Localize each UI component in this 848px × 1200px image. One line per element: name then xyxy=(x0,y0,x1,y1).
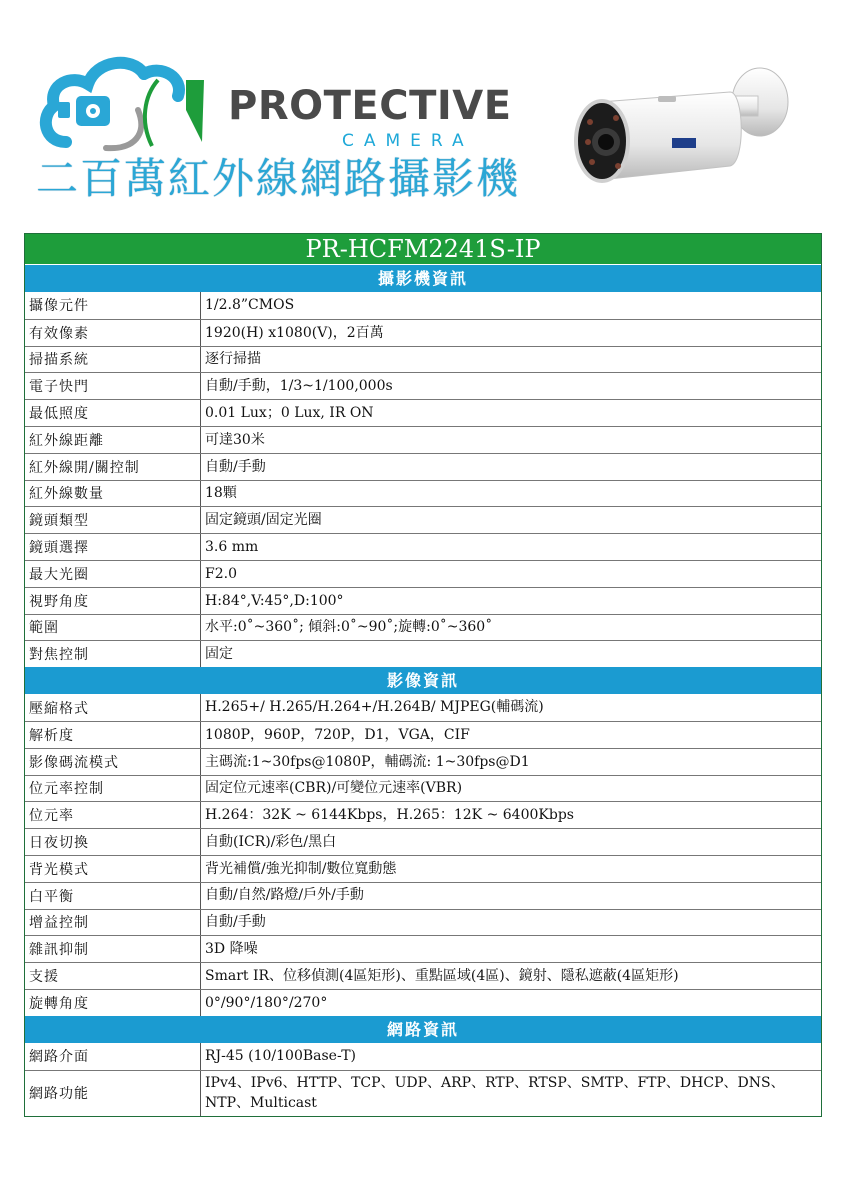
spec-value: 1080P，960P，720P，D1，VGA，CIF xyxy=(205,726,470,743)
spec-row xyxy=(25,292,821,319)
spec-row xyxy=(25,721,821,748)
spec-label: 最大光圈 xyxy=(25,561,201,587)
spec-value: 3.6 mm xyxy=(205,538,259,555)
product-title: 二百萬紅外線網路攝影機 xyxy=(36,154,521,203)
spec-value: H:84°,V:45°,D:100° xyxy=(205,592,344,609)
spec-label: 網路功能 xyxy=(25,1071,201,1116)
brand-subtitle: CAMERA xyxy=(342,131,474,151)
spec-label: 視野角度 xyxy=(25,588,201,614)
spec-row xyxy=(25,935,821,962)
spec-label: 最低照度 xyxy=(25,400,201,426)
spec-value: H.264：32K ~ 6144Kbps，H.265：12K ~ 6400Kbps xyxy=(205,807,574,824)
spec-label: 白平衡 xyxy=(25,883,201,909)
spec-label: 電子快門 xyxy=(25,373,201,399)
spec-row xyxy=(25,989,821,1016)
spec-row xyxy=(25,1070,821,1116)
spec-label: 支援 xyxy=(25,963,201,989)
spec-value: RJ-45 (10/100Base-T) xyxy=(205,1047,356,1064)
spec-value: 固定位元速率(CBR)/可變位元速率(VBR) xyxy=(205,780,463,797)
spec-label: 位元率控制 xyxy=(25,776,201,802)
spec-value: 逐行掃描 xyxy=(205,351,261,368)
spec-value: 1920(H) x1080(V)，2百萬 xyxy=(205,324,384,341)
spec-value: 自動/手動，1/3~1/100,000s xyxy=(205,378,393,395)
spec-label: 紅外線開/關控制 xyxy=(25,454,201,480)
spec-row xyxy=(25,775,821,802)
spec-label: 雜訊抑制 xyxy=(25,936,201,962)
header xyxy=(0,0,848,230)
spec-label: 位元率 xyxy=(25,802,201,828)
spec-row xyxy=(25,1043,821,1070)
spec-row xyxy=(25,828,821,855)
spec-row xyxy=(25,640,821,667)
spec-label: 解析度 xyxy=(25,722,201,748)
protective-camera-logo xyxy=(36,50,216,155)
model-number: PR-HCFM2241S-IP xyxy=(25,234,821,265)
spec-value: 0.01 Lux；0 Lux, IR ON xyxy=(205,404,374,421)
spec-row xyxy=(25,748,821,775)
spec-row xyxy=(25,909,821,936)
spec-label: 範圍 xyxy=(25,615,201,641)
spec-label: 增益控制 xyxy=(25,910,201,936)
spec-row xyxy=(25,346,821,373)
spec-label: 攝像元件 xyxy=(25,292,201,319)
spec-value: 固定 xyxy=(205,646,233,663)
spec-label: 網路介面 xyxy=(25,1043,201,1070)
bullet-camera-image xyxy=(560,62,800,212)
spec-value: 自動/手動 xyxy=(205,458,266,475)
spec-row xyxy=(25,855,821,882)
spec-row xyxy=(25,453,821,480)
spec-row xyxy=(25,694,821,721)
spec-label: 對焦控制 xyxy=(25,641,201,667)
spec-value: 1/2.8”CMOS xyxy=(205,297,295,314)
spec-row xyxy=(25,533,821,560)
brand-name: PROTECTIVE xyxy=(228,83,512,129)
spec-row xyxy=(25,587,821,614)
spec-value: Smart IR、位移偵測(4區矩形)、重點區域(4區)、鏡射、隱私遮蔽(4區矩形) xyxy=(205,967,679,984)
spec-row xyxy=(25,560,821,587)
spec-row xyxy=(25,882,821,909)
spec-row xyxy=(25,319,821,346)
section-network-info: 網路資訊 xyxy=(25,1016,821,1043)
spec-label: 壓縮格式 xyxy=(25,694,201,721)
spec-label: 背光模式 xyxy=(25,856,201,882)
spec-label: 掃描系統 xyxy=(25,347,201,373)
spec-value: 水平:0˚~360˚; 傾斜:0˚~90˚;旋轉:0˚~360˚ xyxy=(205,619,493,636)
spec-value: 18顆 xyxy=(205,485,237,502)
spec-row xyxy=(25,480,821,507)
spec-row xyxy=(25,962,821,989)
spec-value: 可達30米 xyxy=(205,431,265,448)
spec-row xyxy=(25,399,821,426)
spec-label: 紅外線數量 xyxy=(25,481,201,507)
spec-value: 自動/自然/路燈/戶外/手動 xyxy=(205,887,364,904)
spec-value: F2.0 xyxy=(205,565,237,582)
spec-row xyxy=(25,801,821,828)
spec-value: 背光補償/強光抑制/數位寬動態 xyxy=(205,860,397,877)
spec-label: 鏡頭選擇 xyxy=(25,534,201,560)
section-image-info: 影像資訊 xyxy=(25,667,821,694)
section-camera-info: 攝影機資訊 xyxy=(25,265,821,292)
spec-value: IPv4、IPv6、HTTP、TCP、UDP、ARP、RTP、RTSP、SMTP、FTP、DHCP、DNS、NTP、Multicast xyxy=(205,1074,785,1112)
spec-value: 3D 降噪 xyxy=(205,941,258,958)
spec-row xyxy=(25,372,821,399)
spec-label: 紅外線距離 xyxy=(25,427,201,453)
spec-row xyxy=(25,506,821,533)
spec-label: 影像碼流模式 xyxy=(25,749,201,775)
spec-row xyxy=(25,426,821,453)
spec-value: 自動/手動 xyxy=(205,914,266,931)
spec-value: 0°/90°/180°/270° xyxy=(205,994,328,1011)
spec-row xyxy=(25,614,821,641)
spec-label: 鏡頭類型 xyxy=(25,507,201,533)
spec-value: 自動(ICR)/彩色/黑白 xyxy=(205,833,337,850)
spec-value: 固定鏡頭/固定光圈 xyxy=(205,512,322,529)
specification-table xyxy=(24,233,822,1117)
spec-value: 主碼流:1~30fps@1080P，輔碼流: 1~30fps@D1 xyxy=(205,753,530,770)
spec-label: 日夜切換 xyxy=(25,829,201,855)
spec-value: H.265+/ H.265/H.264+/H.264B/ MJPEG(輔碼流) xyxy=(205,699,544,716)
spec-label: 有效像素 xyxy=(25,320,201,346)
spec-label: 旋轉角度 xyxy=(25,990,201,1016)
